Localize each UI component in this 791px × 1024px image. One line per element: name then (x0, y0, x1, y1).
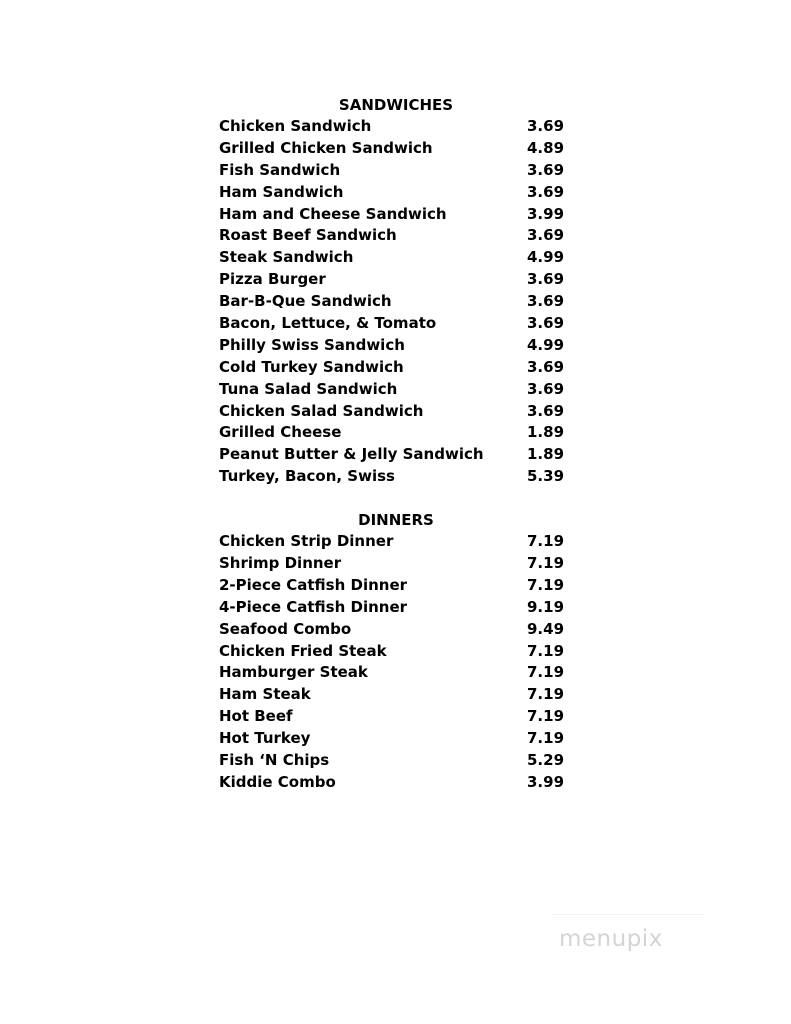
menu-item-name: Ham and Cheese Sandwich (219, 204, 447, 223)
menu-item-name: Kiddie Combo (219, 772, 336, 791)
menu-item-price: 3.69 (527, 401, 565, 420)
menu-item-row (219, 466, 579, 488)
menu-item-price: 3.69 (527, 379, 565, 398)
menu-item-price: 3.69 (527, 160, 565, 179)
menu-item-row (219, 728, 579, 750)
menu-item-price: 3.69 (527, 292, 565, 311)
menu-item-name: Bar-B-Que Sandwich (219, 292, 392, 311)
menu-item-row (219, 247, 579, 269)
menu-item-price: 3.69 (527, 226, 565, 245)
menu-item-price: 3.69 (527, 314, 565, 333)
menu-item-row (219, 379, 579, 401)
menu-item-name: Turkey, Bacon, Swiss (219, 467, 395, 486)
menu-item-name: Philly Swiss Sandwich (219, 335, 405, 354)
watermark-divider (553, 914, 703, 915)
menu-item-name: 4-Piece Catfish Dinner (219, 597, 408, 616)
menu-item-row (219, 313, 579, 335)
menu-item-row (219, 225, 579, 247)
menu-item-price: 7.19 (527, 685, 565, 704)
menu-item-name: Hot Turkey (219, 729, 311, 748)
menu-item-name: Hot Beef (219, 707, 293, 726)
menu-item-name: Bacon, Lettuce, & Tomato (219, 314, 437, 333)
menu-item-name: Cold Turkey Sandwich (219, 357, 404, 376)
menu-item-name: Fish ‘N Chips (219, 751, 330, 770)
menu-page (219, 94, 579, 794)
menu-item-name: Chicken Salad Sandwich (219, 401, 424, 420)
menu-item-row (219, 641, 579, 663)
menu-item-name: Ham Steak (219, 685, 311, 704)
menu-item-name: Chicken Strip Dinner (219, 532, 394, 551)
menu-item-name: 2-Piece Catfish Dinner (219, 575, 408, 594)
menu-item-price: 4.89 (527, 138, 565, 157)
menu-item-price: 3.69 (527, 270, 565, 289)
menu-item-name: Chicken Fried Steak (219, 641, 387, 660)
section-title: SANDWICHES (338, 96, 454, 114)
menu-item-price: 7.19 (527, 641, 565, 660)
menu-item-price: 7.19 (527, 663, 565, 682)
section-spacer (219, 488, 579, 509)
menu-item-name: Ham Sandwich (219, 182, 344, 201)
menu-item-row (219, 706, 579, 728)
menu-item-row (219, 750, 579, 772)
menu-item-row (219, 160, 579, 182)
menu-item-row (219, 575, 579, 597)
menu-item-row (219, 269, 579, 291)
menu-item-row (219, 401, 579, 423)
menu-item-price: 3.69 (527, 182, 565, 201)
menu-item-row (219, 662, 579, 684)
menu-item-name: Seafood Combo (219, 619, 352, 638)
menu-item-name: Shrimp Dinner (219, 554, 342, 573)
menu-item-price: 7.19 (527, 707, 565, 726)
menu-item-row (219, 291, 579, 313)
menu-item-price: 7.19 (527, 575, 565, 594)
menu-item-row (219, 444, 579, 466)
menu-item-price: 3.69 (527, 357, 565, 376)
menu-item-price: 3.99 (527, 204, 565, 223)
menu-item-name: Grilled Chicken Sandwich (219, 138, 433, 157)
section-title: DINNERS (358, 511, 434, 530)
menu-item-name: Peanut Butter & Jelly Sandwich (219, 445, 484, 464)
menu-section-dinners (219, 509, 579, 794)
menu-item-price: 5.29 (527, 751, 565, 770)
menu-item-row (219, 204, 579, 226)
menu-item-price: 4.99 (527, 248, 565, 267)
menu-item-row (219, 138, 579, 160)
menu-item-price: 7.19 (527, 554, 565, 573)
menu-item-price: 7.19 (527, 729, 565, 748)
menu-item-price: 7.19 (527, 532, 565, 551)
menu-item-row (219, 335, 579, 357)
menu-item-name: Roast Beef Sandwich (219, 226, 397, 245)
menu-item-name: Pizza Burger (219, 270, 326, 289)
menu-item-row (219, 553, 579, 575)
menu-item-name: Steak Sandwich (219, 248, 354, 267)
menu-item-row (219, 597, 579, 619)
menu-item-name: Tuna Salad Sandwich (219, 379, 398, 398)
menu-item-price: 9.49 (527, 619, 565, 638)
menu-item-price: 9.19 (527, 597, 565, 616)
menu-item-row (219, 422, 579, 444)
menu-item-name: Chicken Sandwich (219, 117, 372, 135)
menu-item-price: 1.89 (527, 445, 565, 464)
menu-item-row (219, 619, 579, 641)
menu-item-row (219, 684, 579, 706)
menu-item-name: Hamburger Steak (219, 663, 368, 682)
menu-item-row (219, 182, 579, 204)
menu-item-price: 3.69 (527, 117, 565, 135)
menu-item-row (219, 772, 579, 794)
watermark-logo-text: menupix (559, 926, 663, 952)
menupix-watermark (553, 908, 713, 964)
menu-item-price: 1.89 (527, 423, 565, 442)
menu-item-row (219, 357, 579, 379)
menu-item-price: 5.39 (527, 467, 565, 486)
menu-item-price: 4.99 (527, 335, 565, 354)
menu-item-name: Grilled Cheese (219, 423, 342, 442)
menu-item-price: 3.99 (527, 772, 565, 791)
menu-item-row (219, 116, 579, 138)
menu-section-sandwiches (219, 94, 579, 488)
menu-item-row (219, 531, 579, 553)
menu-item-name: Fish Sandwich (219, 160, 341, 179)
